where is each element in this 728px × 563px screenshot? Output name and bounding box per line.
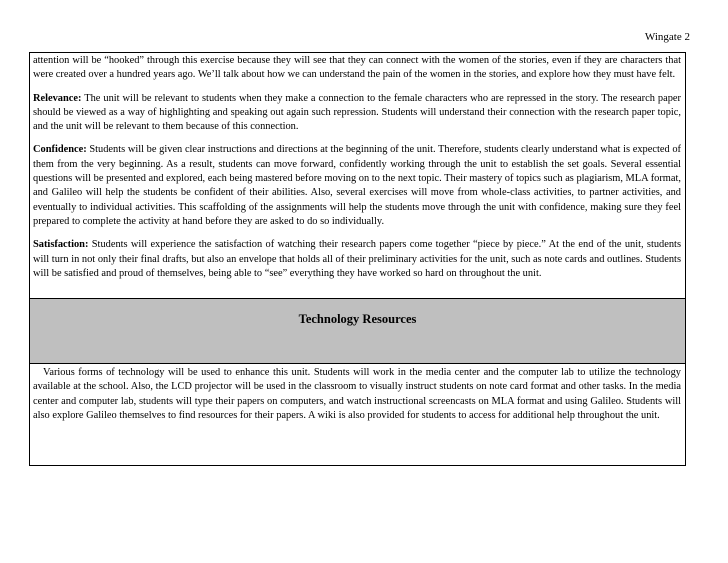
technology-heading: Technology Resources [298, 312, 417, 326]
relevance-text: The unit will be relevant to students when they make a connection to the female characters who are repressed in the story. The research paper should be viewed as a way of highlighting and speaking out again such repression. Students will understand their connection with the research paper topic, and the unit will be relevant to them because of this connection. [33, 92, 681, 133]
technology-body-cell [30, 364, 685, 465]
relevance-label: Relevance: [33, 92, 82, 104]
satisfaction-label: Satisfaction: [33, 239, 89, 251]
confidence-label: Confidence: [33, 144, 87, 156]
intro-paragraph [33, 54, 681, 83]
technology-heading-cell [30, 299, 685, 364]
document-table [29, 52, 686, 466]
intro-text: attention will be “hooked” through this exercise because they will see that they can connect with the women of the stories, even if they are characters that were created over a hundred years ago. We’ll talk about how we can understand the pain of the women in the stories, and explore how they must have felt. [33, 55, 681, 81]
arcs-cell [30, 53, 685, 299]
confidence-text: Students will be given clear instructions and directions at the beginning of the unit. Therefore, students clearly understand what is expected of them from the very beginning. As a result, students can move forward, confidently working through the unit to establish the set goals. Several essential questions will be presented and explored, each being mastered before moving on to the next topic. Their mastery of topics such as plagiarism, MLA format, and Galileo will help the students be confident of their abilities. Also, several exercises will move from whole-class activities, to partner activities, and eventually to individual activities. This scaffolding of the assignments will help the students move through the unit with confidence, making sure they feel prepared to complete the activity at hand before they are asked to do so individually. [33, 144, 681, 227]
technology-paragraph: Various forms of technology will be used to enhance this unit. Students will work in the media center and the computer lab to utilize the technology available at the school. Also, the LCD projector will be used in the classroom to visually instruct students on note card format and other tasks. In the media center and computer lab, students will type their papers on computers, and watch instructional screencasts on MLA format and using Galileo. Students will also explore Galileo themselves to find resources for their papers. A wiki is also provided for students to access for additional help throughout the unit. [33, 367, 681, 421]
satisfaction-paragraph [33, 238, 681, 281]
relevance-paragraph [33, 92, 681, 135]
page-header: Wingate 2 [644, 31, 690, 43]
confidence-paragraph [33, 143, 681, 229]
satisfaction-text: Students will experience the satisfaction of watching their research papers come together “piece by piece.” At the end of the unit, students will turn in not only their final drafts, but also an envelope that holds all of their preliminary activities for the unit, such as note cards and outlines. Students will be satisfied and proud of themselves, being able to “see” everything they have worked so hard on throughout the unit. [33, 239, 681, 279]
